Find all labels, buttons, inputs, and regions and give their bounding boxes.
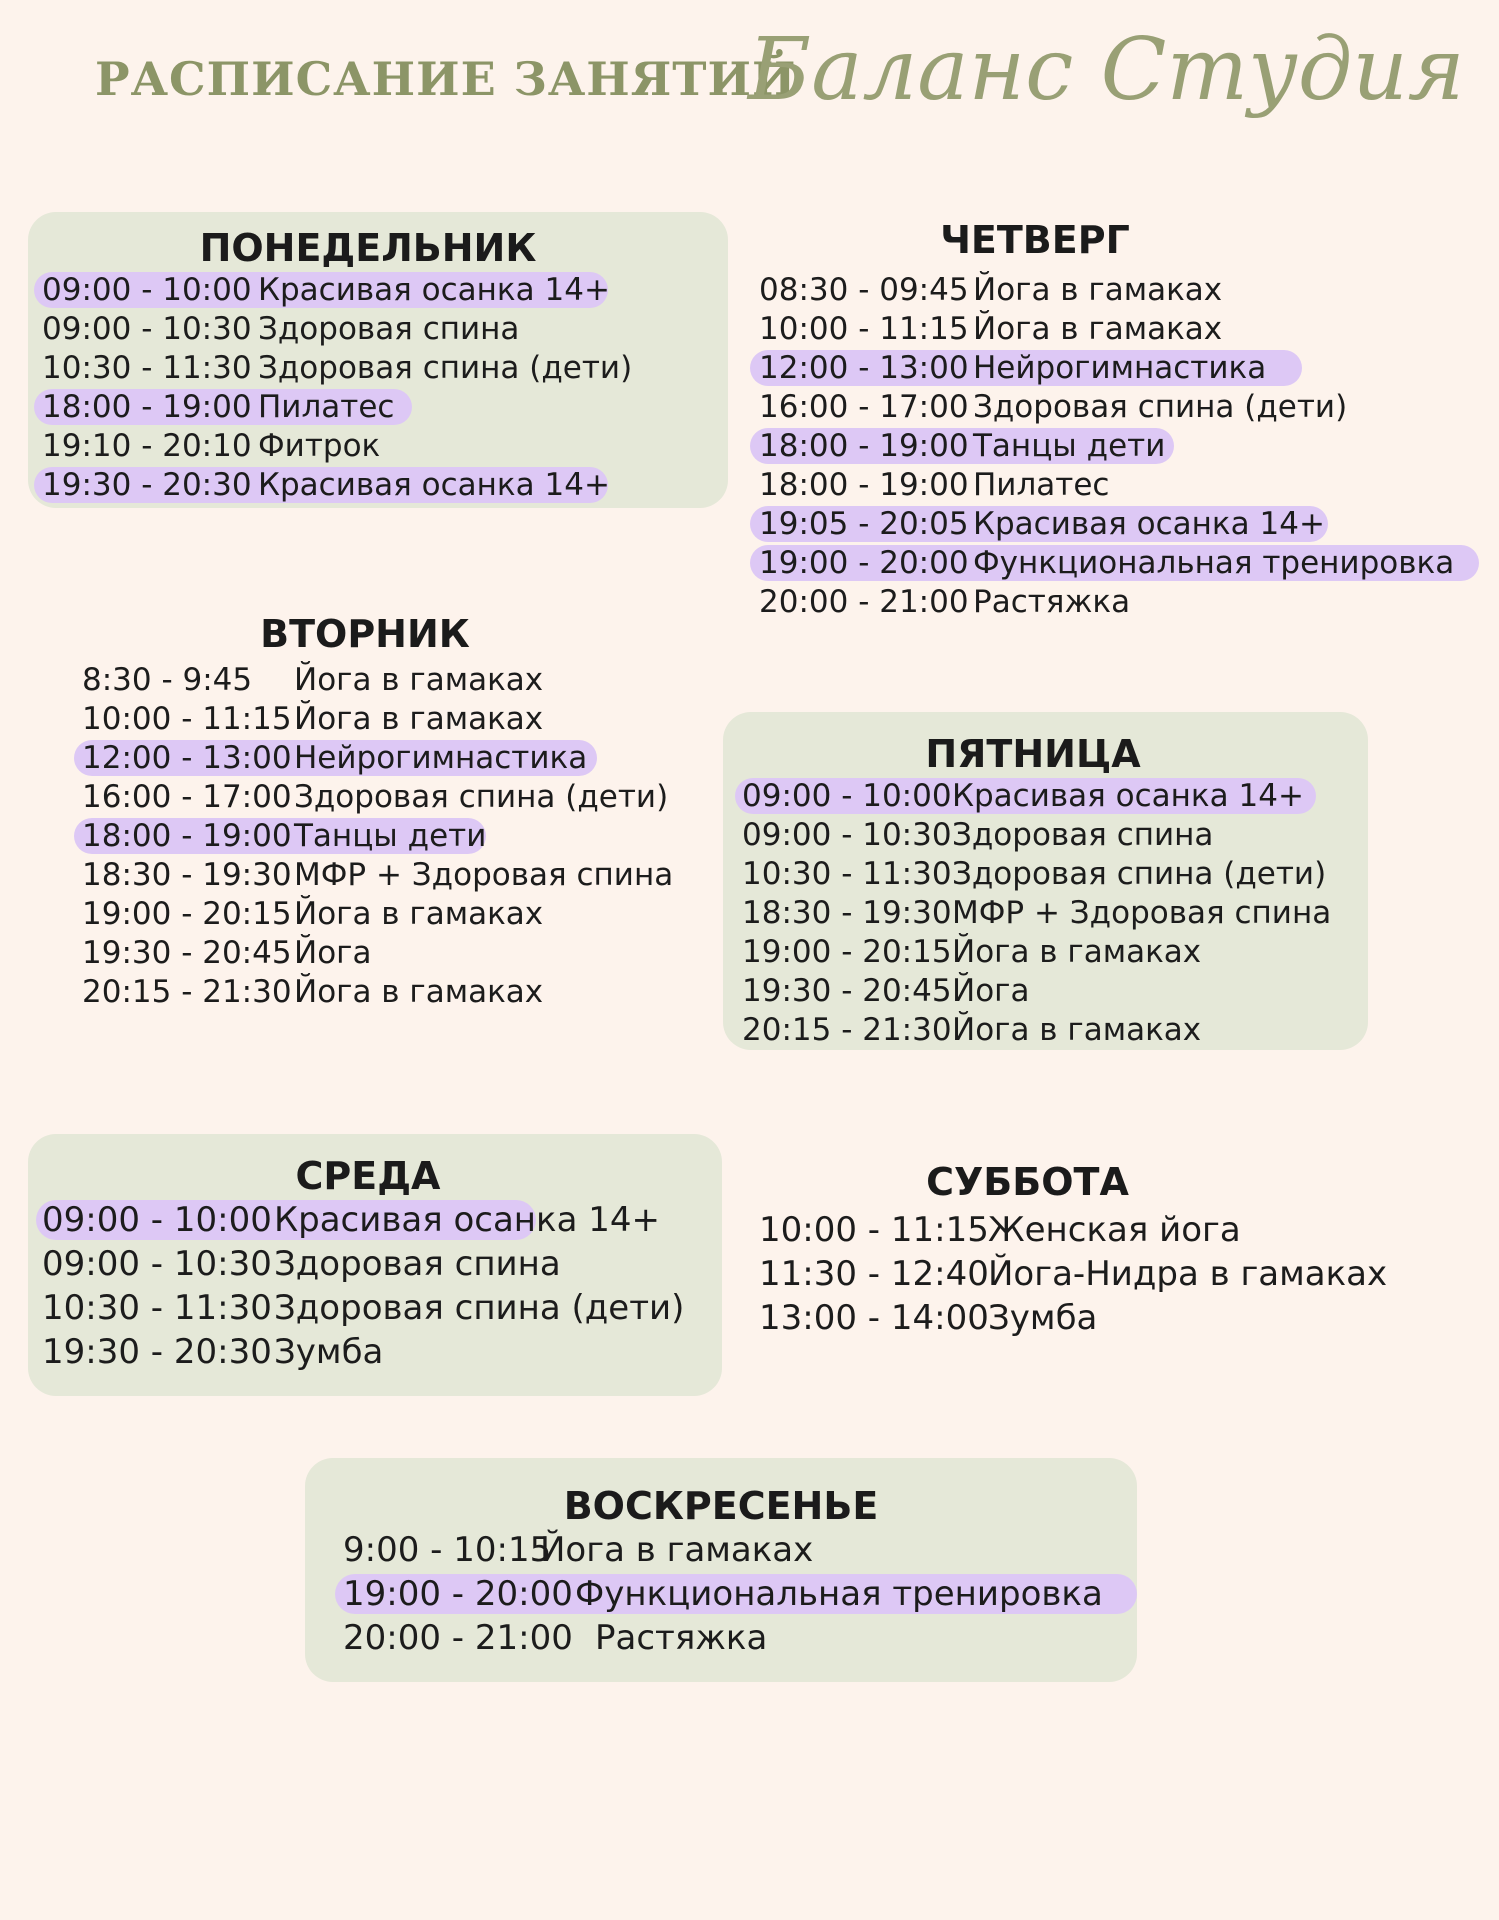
schedule-row [60, 896, 720, 932]
class-name: Зумба [274, 1332, 384, 1372]
class-time: 19:30 - 20:30 [42, 467, 252, 503]
studio-name: Баланс Студия [748, 20, 1465, 120]
class-name: Танцы дети [973, 428, 1166, 464]
class-name: Здоровая спина (дети) [952, 856, 1327, 892]
class-time: 09:00 - 10:30 [42, 311, 252, 347]
class-time: 10:00 - 11:15 [759, 1210, 989, 1250]
schedule-row [60, 701, 720, 737]
schedule-row [740, 1254, 1460, 1294]
class-time: 09:00 - 10:00 [42, 1200, 272, 1240]
class-time: 20:00 - 21:00 [343, 1618, 573, 1658]
day-card-thursday [740, 218, 1480, 628]
class-name: Йога в гамаках [952, 1012, 1202, 1048]
schedule-row [740, 1210, 1460, 1250]
schedule-row [723, 856, 1368, 892]
schedule-row [723, 817, 1368, 853]
class-name: Красивая осанка 14+ [952, 778, 1304, 814]
class-time: 19:00 - 20:00 [759, 545, 969, 581]
class-time: 9:00 - 10:15 [343, 1530, 552, 1570]
class-time: 18:00 - 19:00 [759, 428, 969, 464]
class-time: 12:00 - 13:00 [82, 740, 292, 776]
class-name: Красивая осанка 14+ [274, 1200, 660, 1240]
class-time: 18:00 - 19:00 [82, 818, 292, 854]
class-time: 16:00 - 17:00 [759, 389, 969, 425]
class-time: 8:30 - 9:45 [82, 662, 253, 698]
class-name: Йога в гамаках [294, 701, 544, 737]
class-name: Зумба [988, 1298, 1098, 1338]
schedule-row [305, 1574, 1137, 1614]
schedule-row [723, 934, 1368, 970]
schedule-row [740, 545, 1480, 581]
schedule-row [305, 1530, 1137, 1570]
schedule-row [60, 857, 720, 893]
schedule-row [305, 1618, 1137, 1658]
class-name: Функциональная тренировка [575, 1574, 1103, 1614]
class-name: Здоровая спина [952, 817, 1214, 853]
schedule-row [740, 428, 1480, 464]
day-title-tuesday: ВТОРНИК [260, 612, 470, 656]
day-title-thursday: ЧЕТВЕРГ [940, 218, 1130, 262]
class-time: 10:30 - 11:30 [742, 856, 952, 892]
class-time: 12:00 - 13:00 [759, 350, 969, 386]
schedule-row [740, 272, 1480, 308]
schedule-row [740, 311, 1480, 347]
class-time: 10:00 - 11:15 [82, 701, 292, 737]
class-time: 19:10 - 20:10 [42, 428, 252, 464]
day-card-tuesday [60, 600, 720, 1020]
class-name: Нейрогимнастика [973, 350, 1267, 386]
class-name: Йога в гамаках [952, 934, 1202, 970]
schedule-row [60, 662, 720, 698]
day-card-friday [723, 712, 1368, 1050]
class-name: Здоровая спина (дети) [294, 779, 669, 815]
class-name: Танцы дети [294, 818, 487, 854]
class-name: Пилатес [973, 467, 1110, 503]
schedule-row [28, 350, 728, 386]
day-card-monday [28, 212, 728, 508]
class-name: Растяжка [595, 1618, 768, 1658]
schedule-row [740, 350, 1480, 386]
class-time: 19:30 - 20:45 [742, 973, 952, 1009]
schedule-row [28, 272, 728, 308]
class-name: Красивая осанка 14+ [973, 506, 1325, 542]
class-time: 18:30 - 19:30 [82, 857, 292, 893]
day-title-sunday: ВОСКРЕСЕНЬЕ [563, 1484, 879, 1528]
class-name: Йога в гамаках [973, 272, 1223, 308]
schedule-row [60, 740, 720, 776]
class-time: 09:00 - 10:00 [742, 778, 952, 814]
schedule-row [723, 973, 1368, 1009]
class-name: Красивая осанка 14+ [258, 272, 610, 308]
class-time: 11:30 - 12:40 [759, 1254, 989, 1294]
class-name: Женская йога [988, 1210, 1241, 1250]
class-time: 19:00 - 20:15 [82, 896, 292, 932]
class-time: 19:00 - 20:15 [742, 934, 952, 970]
schedule-row [723, 895, 1368, 931]
class-time: 19:00 - 20:00 [343, 1574, 573, 1614]
schedule-row [28, 389, 728, 425]
schedule-row [28, 311, 728, 347]
class-name: Красивая осанка 14+ [258, 467, 610, 503]
schedule-row [740, 389, 1480, 425]
day-title-friday: ПЯТНИЦА [925, 732, 1141, 776]
schedule-row [28, 1332, 722, 1372]
schedule-row [740, 467, 1480, 503]
day-card-wednesday [28, 1134, 722, 1396]
schedule-row [60, 779, 720, 815]
class-time: 10:00 - 11:15 [759, 311, 969, 347]
class-time: 20:15 - 21:30 [82, 974, 292, 1010]
class-time: 19:30 - 20:45 [82, 935, 292, 971]
schedule-row [60, 818, 720, 854]
class-name: Здоровая спина [258, 311, 520, 347]
class-name: Йога-Нидра в гамаках [988, 1254, 1388, 1294]
class-time: 20:15 - 21:30 [742, 1012, 952, 1048]
class-name: Здоровая спина (дети) [274, 1288, 685, 1328]
schedule-row [28, 428, 728, 464]
class-time: 18:00 - 19:00 [42, 389, 252, 425]
class-name: Здоровая спина (дети) [973, 389, 1348, 425]
class-name: Растяжка [973, 584, 1131, 620]
schedule-row [28, 467, 728, 503]
schedule-row [60, 935, 720, 971]
class-name: Йога в гамаках [294, 662, 544, 698]
day-card-sunday [305, 1458, 1137, 1682]
schedule-row [60, 974, 720, 1010]
class-name: Йога в гамаках [540, 1530, 814, 1570]
class-name: Йога [952, 973, 1030, 1009]
class-name: Нейрогимнастика [294, 740, 588, 776]
class-time: 10:30 - 11:30 [42, 1288, 272, 1328]
class-time: 10:30 - 11:30 [42, 350, 252, 386]
class-name: Йога в гамаках [294, 896, 544, 932]
class-name: Здоровая спина [274, 1244, 561, 1284]
schedule-row [28, 1288, 722, 1328]
day-title-saturday: СУББОТА [926, 1160, 1129, 1204]
page-title: РАСПИСАНИЕ ЗАНЯТИЙ [95, 52, 797, 106]
schedule-row [740, 1298, 1460, 1338]
class-time: 19:05 - 20:05 [759, 506, 969, 542]
class-time: 08:30 - 09:45 [759, 272, 969, 308]
class-time: 18:30 - 19:30 [742, 895, 952, 931]
class-name: МФР + Здоровая спина [952, 895, 1332, 931]
class-time: 09:00 - 10:30 [42, 1244, 272, 1284]
day-title-monday: ПОНЕДЕЛЬНИК [199, 226, 537, 270]
schedule-row [723, 778, 1368, 814]
class-name: Йога [294, 935, 372, 971]
class-name: Йога в гамаках [294, 974, 544, 1010]
schedule-row [28, 1200, 722, 1240]
schedule-row [28, 1244, 722, 1284]
schedule-row [740, 584, 1480, 620]
class-time: 18:00 - 19:00 [759, 467, 969, 503]
class-name: Йога в гамаках [973, 311, 1223, 347]
schedule-row [740, 506, 1480, 542]
class-name: Функциональная тренировка [973, 545, 1455, 581]
class-time: 09:00 - 10:00 [42, 272, 252, 308]
class-name: МФР + Здоровая спина [294, 857, 674, 893]
class-time: 09:00 - 10:30 [742, 817, 952, 853]
schedule-row [723, 1012, 1368, 1048]
class-time: 20:00 - 21:00 [759, 584, 969, 620]
class-name: Фитрок [258, 428, 381, 464]
class-time: 13:00 - 14:00 [759, 1298, 989, 1338]
class-name: Здоровая спина (дети) [258, 350, 633, 386]
day-title-wednesday: СРЕДА [295, 1154, 441, 1198]
class-time: 16:00 - 17:00 [82, 779, 292, 815]
class-name: Пилатес [258, 389, 395, 425]
class-time: 19:30 - 20:30 [42, 1332, 272, 1372]
day-card-saturday [740, 1160, 1460, 1370]
